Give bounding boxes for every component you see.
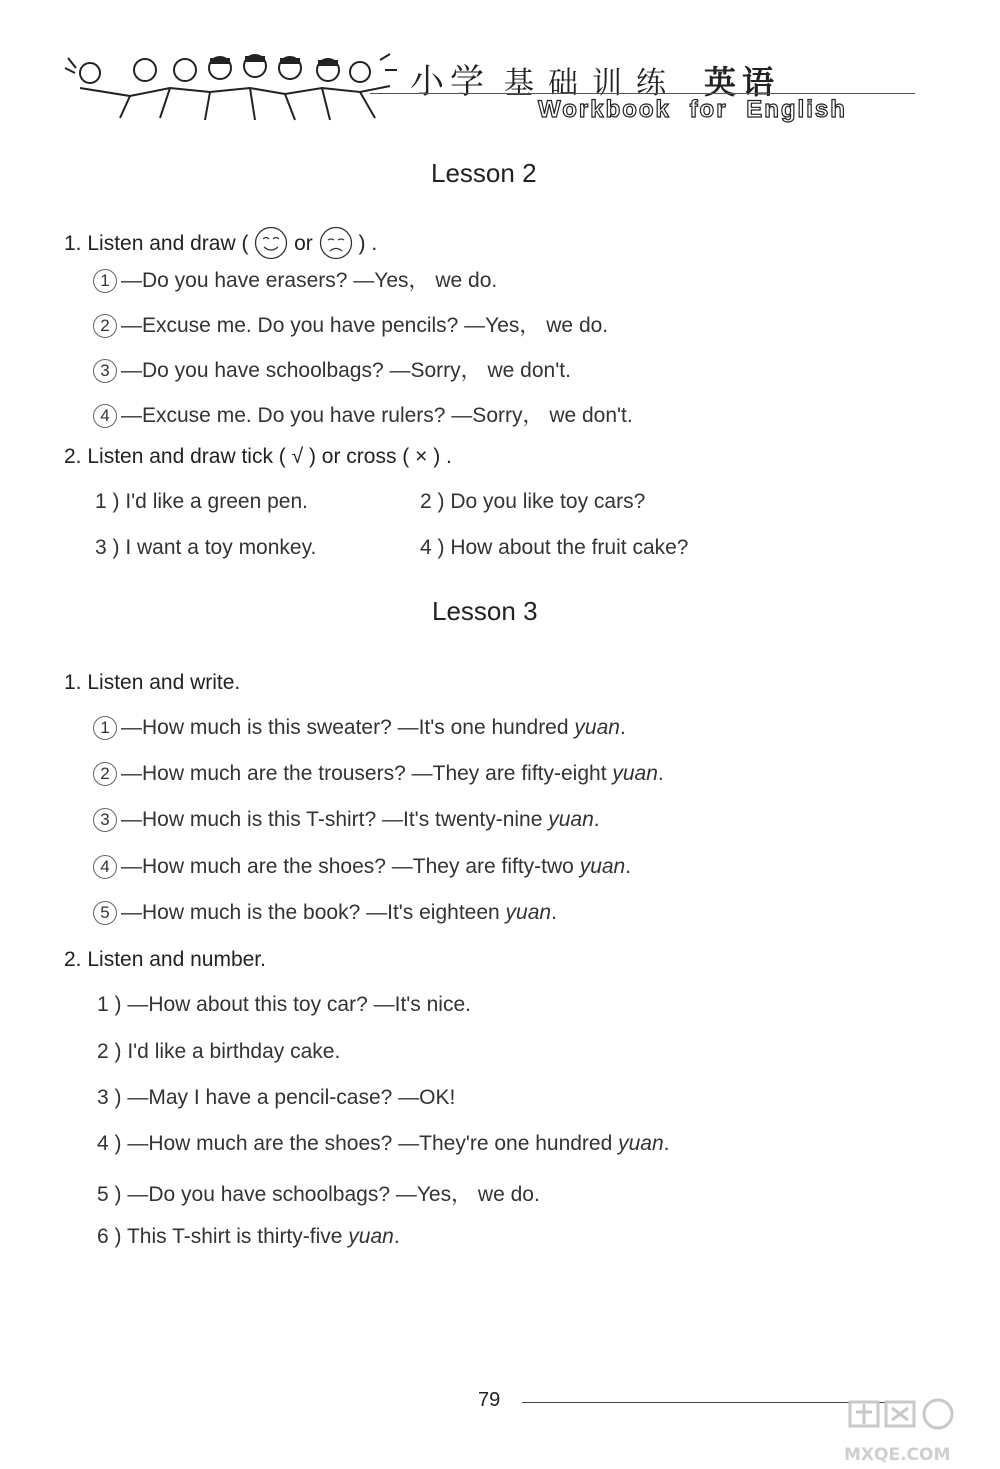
list-item (93, 399, 633, 429)
item-number: 2 (93, 762, 117, 786)
item-number: 4 (93, 855, 117, 879)
lesson2-q1-title (64, 226, 377, 260)
smiling-face-icon (254, 226, 288, 260)
currency-word: yuan (548, 808, 594, 831)
item-text: 5 ) —Do you have schoolbags? —Yes， we do. (97, 1183, 540, 1206)
list-item (93, 264, 497, 294)
item-end: . (619, 716, 626, 739)
lesson-2-heading: Lesson 2 (431, 158, 537, 188)
item-end: . (551, 901, 557, 924)
item-text: —Excuse me. Do you have rulers? —Sorry， we don't. (121, 404, 633, 427)
q1-prefix: 1. Listen and draw ( (64, 232, 249, 255)
currency-word: yuan (612, 762, 658, 785)
list-item (93, 808, 600, 832)
svg-text:MXQE.COM: MXQE.COM (844, 1445, 951, 1465)
item-text: 6 ) This T-shirt is thirty-five (97, 1225, 349, 1248)
lesson-3-heading: Lesson 3 (432, 596, 538, 626)
item-text: —Do you have schoolbags? —Sorry， we don't. (121, 359, 571, 382)
book-series-title: 小学 (410, 62, 490, 102)
list-item (93, 716, 626, 740)
item-number: 2 (93, 314, 117, 338)
item-text: —How much is the book? —It's eighteen (121, 901, 506, 924)
item-text: 2 ) I'd like a birthday cake. (97, 1040, 341, 1063)
list-item: 1 ) I'd like a green pen. (95, 490, 308, 513)
list-item (93, 855, 631, 879)
book-subject: 英语 (704, 63, 781, 101)
item-text: —How much are the trousers? —They are fifty-eight (121, 762, 613, 785)
currency-word: yuan (618, 1132, 664, 1155)
item-number: 5 (93, 901, 117, 925)
item-number: 4 (93, 404, 117, 428)
list-item (97, 1132, 670, 1156)
list-item: 2 ) Do you like toy cars? (420, 490, 646, 513)
list-item (97, 1178, 540, 1208)
item-text: —Excuse me. Do you have pencils? —Yes， we do. (121, 314, 609, 337)
item-number: 1 (93, 716, 117, 740)
list-item (93, 901, 557, 925)
header-children-illustration (60, 48, 405, 123)
currency-word: yuan (579, 855, 626, 878)
q1-or: or (294, 232, 313, 255)
item-number: 3 (93, 808, 117, 832)
list-item: 4 ) How about the fruit cake? (420, 536, 689, 559)
item-text: —How much is this sweater? —It's one hundred (121, 716, 575, 739)
q1-suffix: ) . (358, 232, 378, 255)
page-number: 79 (478, 1389, 501, 1411)
list-item (93, 762, 664, 786)
currency-word: yuan (348, 1225, 394, 1248)
list-item (97, 1086, 455, 1110)
lesson2-q2-title: 2. Listen and draw tick ( √ ) or cross ( × ) . (64, 445, 452, 468)
book-subtitle: 基础训练 (504, 66, 680, 101)
item-end: . (663, 1132, 670, 1155)
item-text: —How much is this T-shirt? —It's twenty-nine (121, 808, 549, 831)
currency-word: yuan (505, 901, 552, 924)
footer-rule (522, 1402, 892, 1403)
list-item (97, 993, 471, 1017)
header-rule (370, 93, 915, 94)
list-item (93, 354, 571, 384)
item-end: . (593, 808, 600, 831)
item-end: . (657, 762, 664, 785)
item-text: —How much are the shoes? —They are fifty-two (121, 855, 580, 878)
lesson3-q1-title: 1. Listen and write. (64, 671, 241, 694)
lesson3-q2-title: 2. Listen and number. (64, 948, 266, 971)
item-end: . (625, 855, 632, 878)
list-item (97, 1040, 340, 1064)
item-end: . (393, 1225, 400, 1248)
watermark-logo (842, 1394, 962, 1466)
book-title-en: Workbook for English (538, 96, 847, 123)
item-text: 3 ) —May I have a pencil-case? —OK! (97, 1086, 456, 1109)
item-text: —Do you have erasers? —Yes， we do. (121, 269, 498, 292)
item-number: 1 (93, 269, 117, 293)
item-text: 1 ) —How about this toy car? —It's nice. (97, 993, 471, 1016)
currency-word: yuan (574, 716, 620, 739)
item-number: 3 (93, 359, 117, 383)
list-item (97, 1225, 400, 1249)
sad-face-icon (319, 226, 353, 260)
list-item (93, 309, 608, 339)
item-text: 4 ) —How much are the shoes? —They're one hundred (97, 1132, 619, 1155)
list-item: 3 ) I want a toy monkey. (95, 536, 317, 559)
